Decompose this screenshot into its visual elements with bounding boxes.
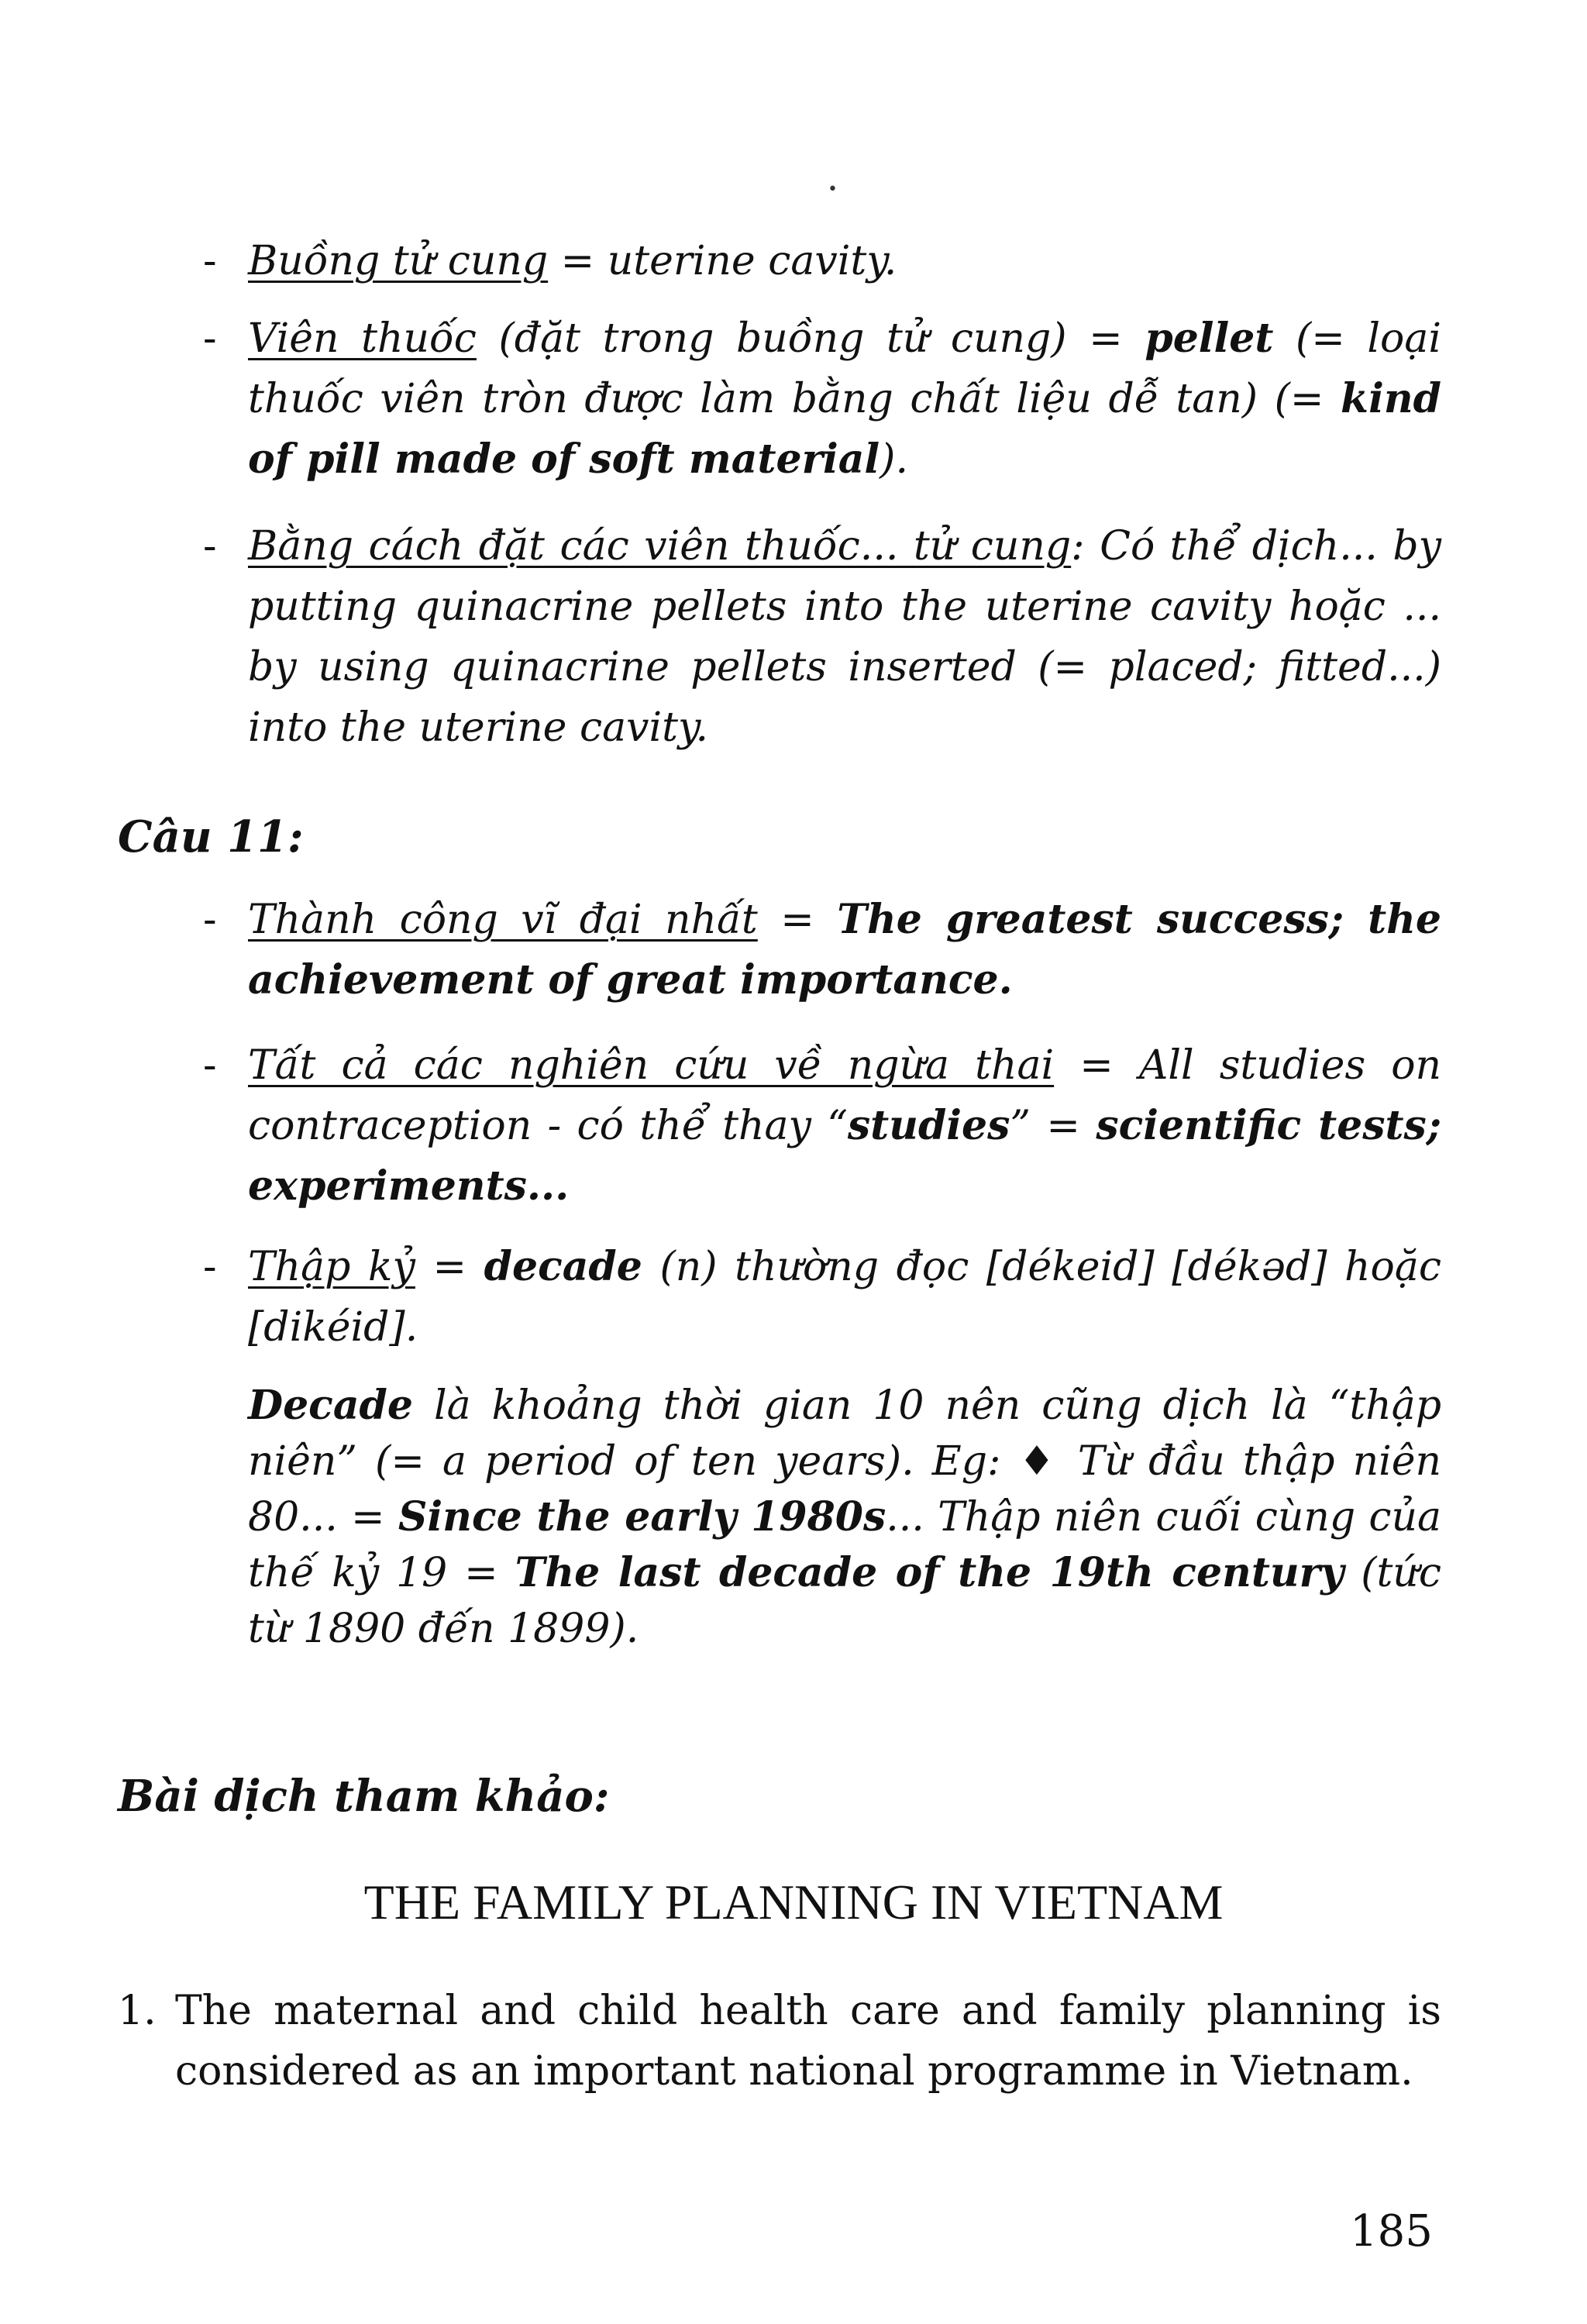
vocab-item-thanh-cong [248,890,1441,1011]
vocab-term: Viên thuốc [248,315,477,362]
translation-paragraph: The maternal and child health care and family planning is considered as an important national programme in Vietnam. [175,1988,1441,2095]
vocab-bold: decade [484,1243,642,1290]
top-dot-mark: • [828,180,838,199]
vocab-text: (tức từ 1890 đến 1899). [248,1550,1442,1652]
section-title: THE FAMILY PLANNING IN VIETNAM [363,1875,1224,1930]
vocab-text: = [757,897,838,943]
vocab-item-vien-thuoc [248,308,1441,490]
vocab-text: : Có thể dịch... by putting quinacrine pellets into the uterine cavity hoặc ... by using quinacrine pellets inserted (= placed; fitted...) into the uterine cavity. [248,523,1441,751]
vocab-term: Thập kỷ [248,1244,415,1290]
vocab-bold: studies [847,1102,1010,1149]
vocab-item-thap-ky [248,1237,1441,1358]
vocab-bold: pellet [1145,315,1274,362]
vocab-text: (= loại thuốc viên tròn được làm bằng chất liệu dễ tan) (= [248,315,1441,422]
vocab-text: (n) thường đọc [dékeid] [dékəd] hoặc [dikéid]. [248,1244,1441,1351]
vocab-item-buong-tu-cung [248,231,1441,291]
item-dash: - [203,897,217,943]
vocab-item-nghien-cuu [248,1035,1441,1217]
vocab-text: ” = [1010,1103,1096,1149]
vocab-text: = All studies on contraception - có thể thay “ [248,1042,1441,1149]
vocab-item-bang-cach [248,516,1441,758]
vocab-text: = uterine cavity. [548,238,897,284]
vocab-bold: scientific tests; experiments... [248,1102,1442,1210]
item-dash: - [203,1042,217,1089]
vocab-bold: The last decade of the 19th century [515,1549,1344,1596]
vocab-text: ). [880,436,908,483]
vocab-text: ... Thập niên cuối cùng của thế kỷ 19 = [248,1494,1441,1596]
question-heading: Câu 11: [118,811,304,862]
item-dash: - [203,315,217,362]
vocab-term: Thành công vĩ đại nhất [248,897,758,943]
page-number: 185 [1350,2206,1433,2257]
vocab-bold: kind of pill made of soft material [248,375,1441,483]
item-dash: - [203,238,217,284]
vocab-term: Buồng tử cung [248,238,549,284]
vocab-term: Bằng cách đặt các viên thuốc... tử cung [248,523,1072,570]
vocab-text: là khoảng thời gian 10 nên cũng dịch là “thập niên” (= a period of ten years). Eg: ♦ Từ đầu thập niên 80... = [248,1382,1441,1541]
paragraph-number: 1. [118,1988,157,2034]
item-dash: - [203,523,217,570]
vocab-text: (đặt trong buồng tử cung) = [476,315,1145,362]
vocab-bold: Decade [248,1382,413,1429]
vocab-bold: The greatest success; the achievement of great importance. [248,896,1441,1004]
item-dash: - [203,1244,217,1290]
decade-explanation [248,1378,1441,1657]
translation-heading: Bài dịch tham khảo: [118,1771,610,1822]
vocab-term: Tất cả các nghiên cứu về ngừa thai [248,1042,1055,1089]
vocab-text: = [415,1244,484,1290]
vocab-bold: Since the early 1980s [398,1493,886,1541]
